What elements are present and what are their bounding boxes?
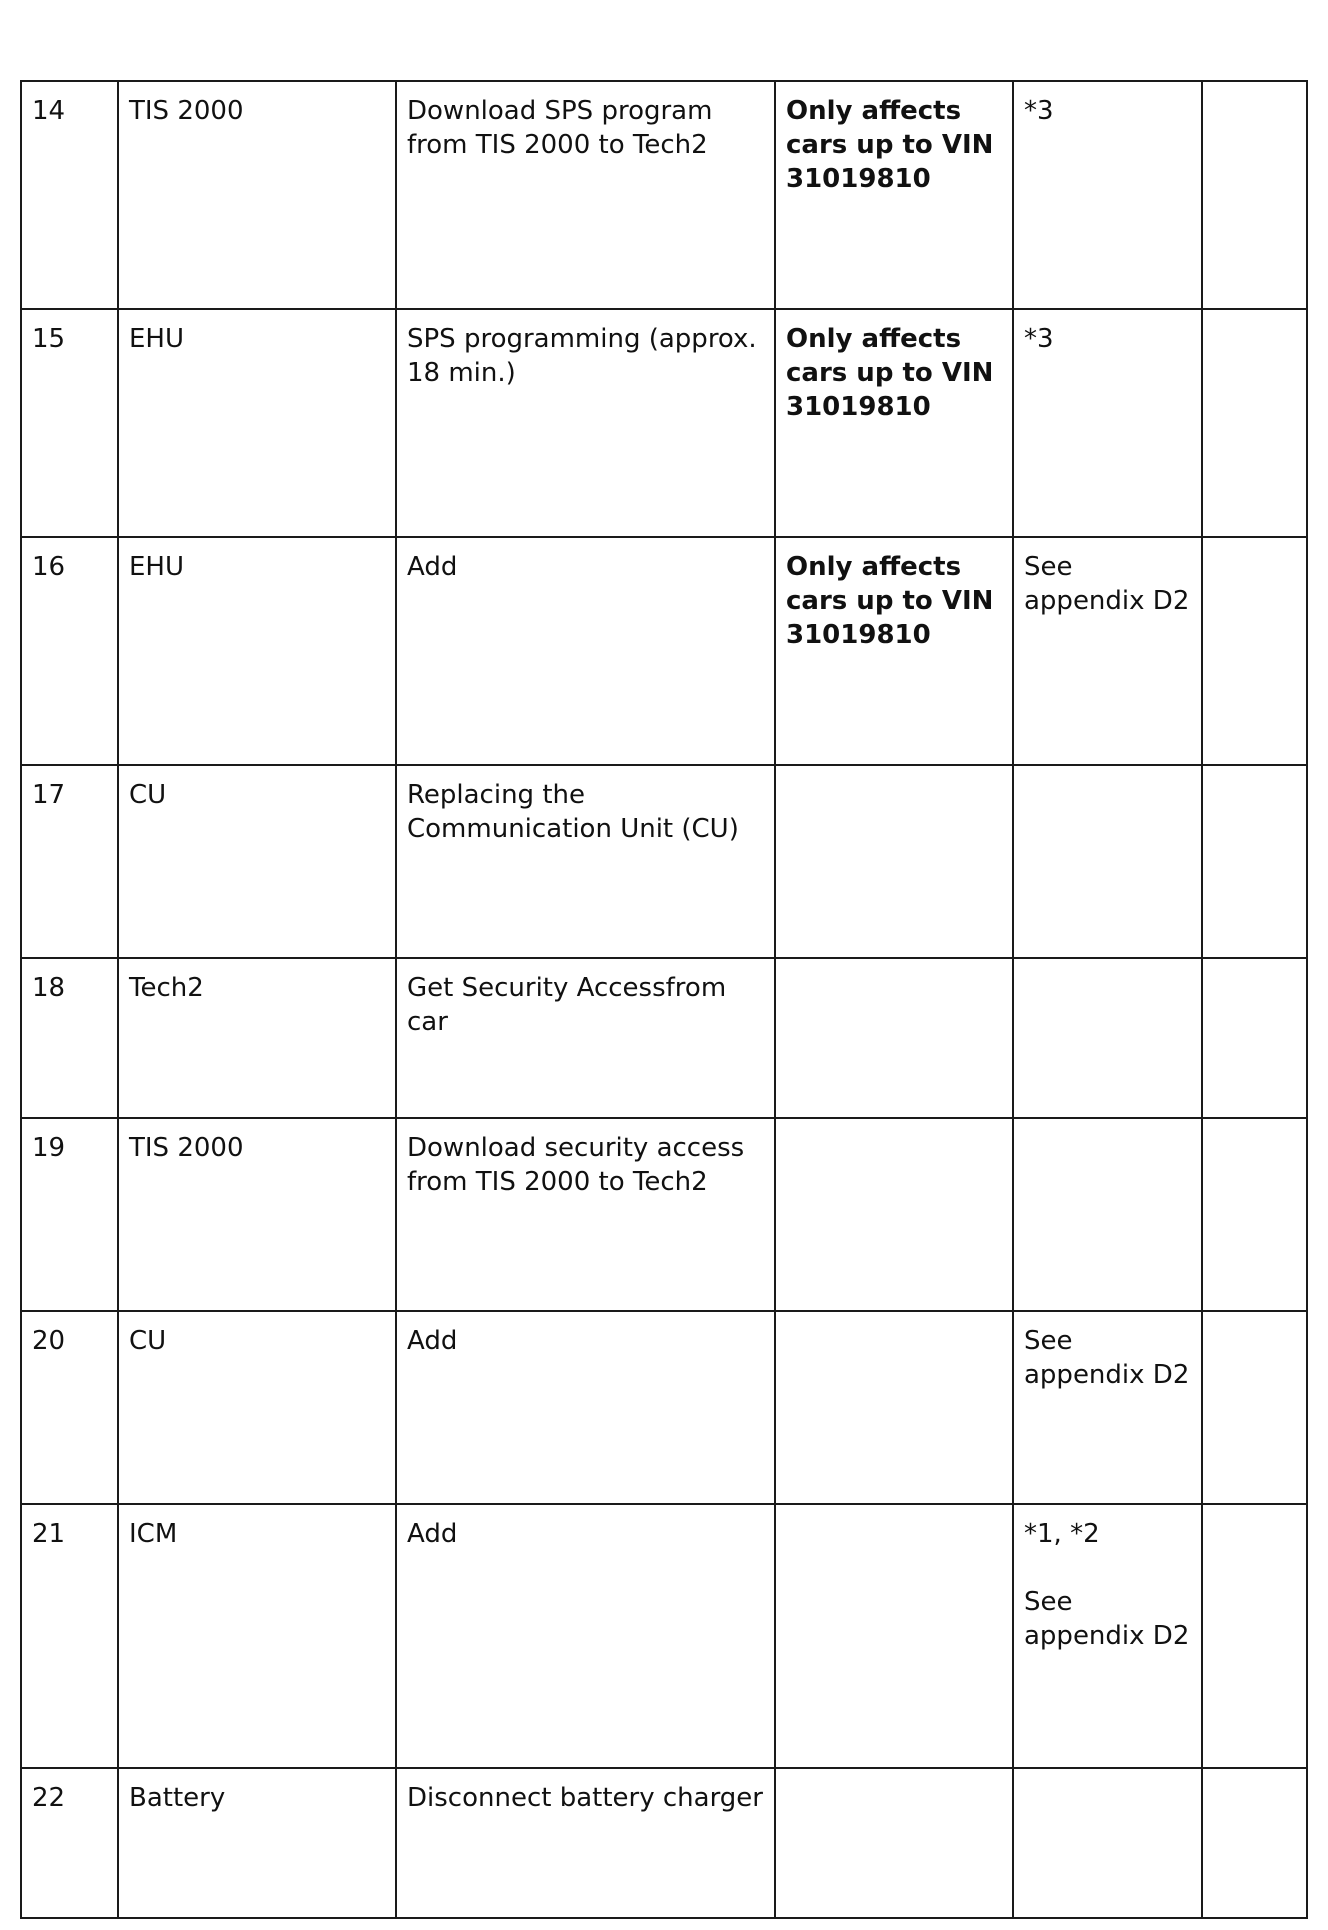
action-cell: Add [396, 537, 775, 765]
action-cell: Add [396, 1311, 775, 1504]
table-row [21, 309, 1307, 537]
extra-cell [1202, 1311, 1307, 1504]
extra-cell [1202, 81, 1307, 309]
step-number-cell: 15 [21, 309, 118, 537]
note-cell: *3 [1013, 309, 1202, 537]
step-number-cell: 18 [21, 958, 118, 1118]
condition-cell [775, 1311, 1013, 1504]
note-cell: See appendix D2 [1013, 537, 1202, 765]
condition-cell: Only affects cars up to VIN 31019810 [775, 537, 1013, 765]
condition-cell [775, 765, 1013, 958]
table-row [21, 1118, 1307, 1311]
note-cell [1013, 1118, 1202, 1311]
action-cell: Get Security Accessfrom car [396, 958, 775, 1118]
note-cell: *3 [1013, 81, 1202, 309]
step-number-cell: 17 [21, 765, 118, 958]
action-cell: Add [396, 1504, 775, 1768]
condition-cell [775, 1504, 1013, 1768]
extra-cell [1202, 958, 1307, 1118]
extra-cell [1202, 765, 1307, 958]
step-number-cell: 19 [21, 1118, 118, 1311]
extra-cell [1202, 1504, 1307, 1768]
step-number-cell: 22 [21, 1768, 118, 1918]
table-row [21, 1504, 1307, 1768]
table-row [21, 1311, 1307, 1504]
extra-cell [1202, 537, 1307, 765]
condition-cell: Only affects cars up to VIN 31019810 [775, 81, 1013, 309]
unit-cell: ICM [118, 1504, 396, 1768]
procedure-table [20, 80, 1308, 1919]
note-cell [1013, 958, 1202, 1118]
condition-cell [775, 958, 1013, 1118]
action-cell: Disconnect battery charger [396, 1768, 775, 1918]
action-cell: SPS programming (approx. 18 min.) [396, 309, 775, 537]
note-cell [1013, 765, 1202, 958]
unit-cell: CU [118, 765, 396, 958]
note-cell: See appendix D2 [1013, 1311, 1202, 1504]
unit-cell: EHU [118, 309, 396, 537]
condition-cell [775, 1118, 1013, 1311]
extra-cell [1202, 309, 1307, 537]
extra-cell [1202, 1768, 1307, 1918]
table-row [21, 1768, 1307, 1918]
step-number-cell: 16 [21, 537, 118, 765]
step-number-cell: 20 [21, 1311, 118, 1504]
action-cell: Download security access from TIS 2000 to Tech2 [396, 1118, 775, 1311]
unit-cell: TIS 2000 [118, 1118, 396, 1311]
step-number-cell: 14 [21, 81, 118, 309]
note-cell [1013, 1768, 1202, 1918]
action-cell: Replacing the Communication Unit (CU) [396, 765, 775, 958]
unit-cell: Battery [118, 1768, 396, 1918]
table-row [21, 765, 1307, 958]
unit-cell: Tech2 [118, 958, 396, 1118]
unit-cell: TIS 2000 [118, 81, 396, 309]
table-row [21, 958, 1307, 1118]
table-row [21, 537, 1307, 765]
action-cell: Download SPS program from TIS 2000 to Tech2 [396, 81, 775, 309]
condition-cell: Only affects cars up to VIN 31019810 [775, 309, 1013, 537]
unit-cell: EHU [118, 537, 396, 765]
step-number-cell: 21 [21, 1504, 118, 1768]
table-row [21, 81, 1307, 309]
extra-cell [1202, 1118, 1307, 1311]
condition-cell [775, 1768, 1013, 1918]
note-cell: *1, *2 See appendix D2 [1013, 1504, 1202, 1768]
unit-cell: CU [118, 1311, 396, 1504]
